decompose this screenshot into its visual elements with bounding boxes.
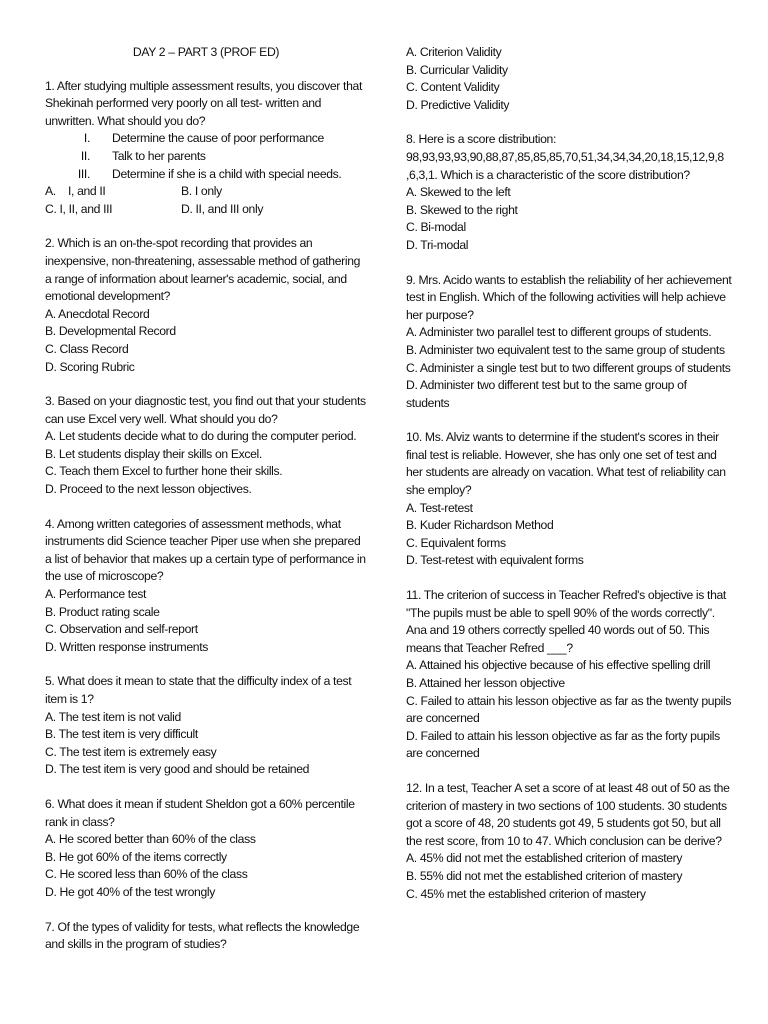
- option-d: D. II, and III only: [181, 201, 264, 216]
- roman-text: Determine if she is a child with special needs.: [112, 166, 342, 181]
- question-6: [45, 796, 367, 902]
- question-9: [406, 272, 732, 413]
- question-stem: 11. The criterion of success in Teacher Refred's objective is that "The pupils must be able to spell 90% of the words correctly". Ana and 19 others correctly spelled 40 words out of 50. This means that Teacher Refred ___?: [406, 588, 726, 655]
- option-b: B. 55% did not met the established criterion of mastery: [406, 868, 683, 883]
- option-c: C. He scored less than 60% of the class: [45, 867, 248, 882]
- question-3: [45, 393, 367, 499]
- question-5: [45, 673, 367, 779]
- roman-item: [45, 148, 367, 166]
- page-title: DAY 2 – PART 3 (PROF ED): [132, 45, 280, 59]
- option-d: D. Test-retest with equivalent forms: [406, 553, 584, 568]
- option-d: D. He got 40% of the test wrongly: [45, 884, 216, 899]
- question-stem: 5. What does it mean to state that the difficulty index of a test item is 1?: [45, 674, 352, 706]
- question-2: [45, 235, 367, 376]
- question-stem: 6. What does it mean if student Sheldon got a 60% percentile rank in class?: [45, 796, 355, 829]
- option-b: B. Product rating scale: [45, 604, 160, 619]
- option-b: B. Skewed to the right: [406, 202, 518, 217]
- question-stem: 4. Among written categories of assessment methods, what instruments did Science teacher Piper use when she prepared a list of behavior that makes up a certain type of performance in the use of microscope?: [45, 516, 366, 584]
- option-b: B. Curricular Validity: [406, 62, 508, 77]
- question-stem: 7. Of the types of validity for tests, what reflects the knowledge and skills in the program of studies?: [45, 919, 360, 952]
- question-4: [45, 516, 367, 657]
- option-a: A. Let students decide what to do during the computer period.: [45, 429, 357, 444]
- question-7: [45, 919, 367, 954]
- option-c: C. The test item is extremely easy: [45, 744, 217, 759]
- option-c: C. 45% met the established criterion of mastery: [406, 886, 646, 901]
- option-c: C. Equivalent forms: [406, 535, 506, 550]
- option-a: A. I, and II: [45, 184, 106, 199]
- option-c: C. Failed to attain his lesson objective as far as the twenty pupils are concerned: [406, 693, 732, 726]
- option-b: B. Kuder Richardson Method: [406, 518, 554, 533]
- question-12: [406, 780, 732, 903]
- score-distribution: 98,93,93,93,90,88,87,85,85,85,70,51,34,34,34,20,18,15,12,9,8: [406, 149, 724, 164]
- option-b: B. Attained her lesson objective: [406, 676, 565, 690]
- option-b: B. He got 60% of the items correctly: [45, 849, 227, 864]
- question-7-options: [406, 44, 732, 114]
- option-d: D. Written response instruments: [45, 639, 209, 654]
- option-row: [45, 201, 367, 219]
- roman-text: Determine the cause of poor performance: [112, 131, 324, 146]
- option-d: D. Tri-modal: [406, 237, 469, 252]
- option-c: C. Class Record: [45, 341, 129, 356]
- question-stem: 9. Mrs. Acido wants to establish the reliability of her achievement test in English. Which of the following activities will help achieve her purpose?: [406, 272, 732, 322]
- question-stem: 8. Here is a score distribution:: [406, 132, 557, 147]
- option-row: [45, 183, 367, 201]
- option-a: A. Criterion Validity: [406, 45, 502, 59]
- question-8: [406, 131, 732, 254]
- roman-item: [45, 130, 367, 148]
- option-a: A. Anecdotal Record: [45, 306, 150, 321]
- option-d: D. Proceed to the next lesson objectives.: [45, 482, 252, 497]
- question-stem: 10. Ms. Alviz wants to determine if the student's scores in their final test is reliable. However, she has only one set of test and her students are already on vacation. What test of reliability can she employ?: [406, 430, 726, 498]
- left-column: [45, 44, 367, 971]
- question-stem: 12. In a test, Teacher A set a score of at least 48 out of 50 as the criterion of mastery in two sections of 100 students. 30 students got a score of 48, 20 students got 49, 5 students got 50, but all the rest score, from 10 to 47. Which conclusion can be derive?: [406, 780, 730, 848]
- right-column: [406, 44, 732, 920]
- option-a: A. 45% did not met the established criterion of mastery: [406, 851, 683, 866]
- question-stem: 1. After studying multiple assessment results, you discover that Shekinah performed very poorly on all test- written and unwritten. What should you do?: [45, 78, 362, 128]
- roman-numeral: III.: [77, 166, 90, 181]
- option-a: A. Performance test: [45, 587, 147, 602]
- option-b: B. The test item is very difficult: [45, 727, 198, 742]
- option-d: D. Scoring Rubric: [45, 359, 135, 374]
- question-stem-cont: ,6,3,1. Which is a characteristic of the score distribution?: [406, 167, 690, 182]
- question-1: [45, 78, 367, 219]
- option-c: C. Teach them Excel to further hone their skills.: [45, 464, 283, 479]
- option-a: A. The test item is not valid: [45, 709, 181, 724]
- option-c: C. Observation and self-report: [45, 622, 198, 637]
- option-c: C. Administer a single test but to two different groups of students: [406, 360, 731, 375]
- question-11: [406, 587, 732, 763]
- roman-numeral: II.: [80, 148, 90, 163]
- option-a: A. Administer two parallel test to different groups of students.: [406, 325, 712, 340]
- option-d: D. Administer two different test but to the same group of students: [406, 378, 687, 410]
- option-d: D. The test item is very good and should be retained: [45, 762, 310, 777]
- option-b: B. Administer two equivalent test to the same group of students: [406, 342, 725, 357]
- option-d: D. Failed to attain his lesson objective as far as the forty pupils are concerned: [406, 728, 720, 761]
- option-b: B. Let students display their skills on Excel.: [45, 446, 262, 461]
- roman-item: [45, 166, 367, 184]
- question-10: [406, 429, 732, 570]
- option-b: B. I only: [181, 184, 222, 199]
- question-stem: 3. Based on your diagnostic test, you find out that your students can use Excel very well. What should you do?: [45, 394, 366, 426]
- roman-text: Talk to her parents: [112, 148, 206, 163]
- option-c: C. Content Validity: [406, 80, 500, 95]
- option-a: A. Test-retest: [406, 500, 473, 515]
- option-a: A. Attained his objective because of his effective spelling drill: [406, 658, 711, 673]
- option-b: B. Developmental Record: [45, 324, 176, 339]
- option-c: C. I, II, and III: [45, 201, 113, 216]
- question-stem: 2. Which is an on-the-spot recording that provides an inexpensive, non-threatening, assessable method of gathering a range of information about learner's academic, social, and emotional development?: [45, 236, 361, 304]
- option-a: A. Skewed to the left: [406, 185, 511, 200]
- option-d: D. Predictive Validity: [406, 97, 510, 112]
- option-a: A. He scored better than 60% of the class: [45, 832, 256, 847]
- roman-numeral: I.: [83, 131, 90, 146]
- option-c: C. Bi-modal: [406, 220, 466, 235]
